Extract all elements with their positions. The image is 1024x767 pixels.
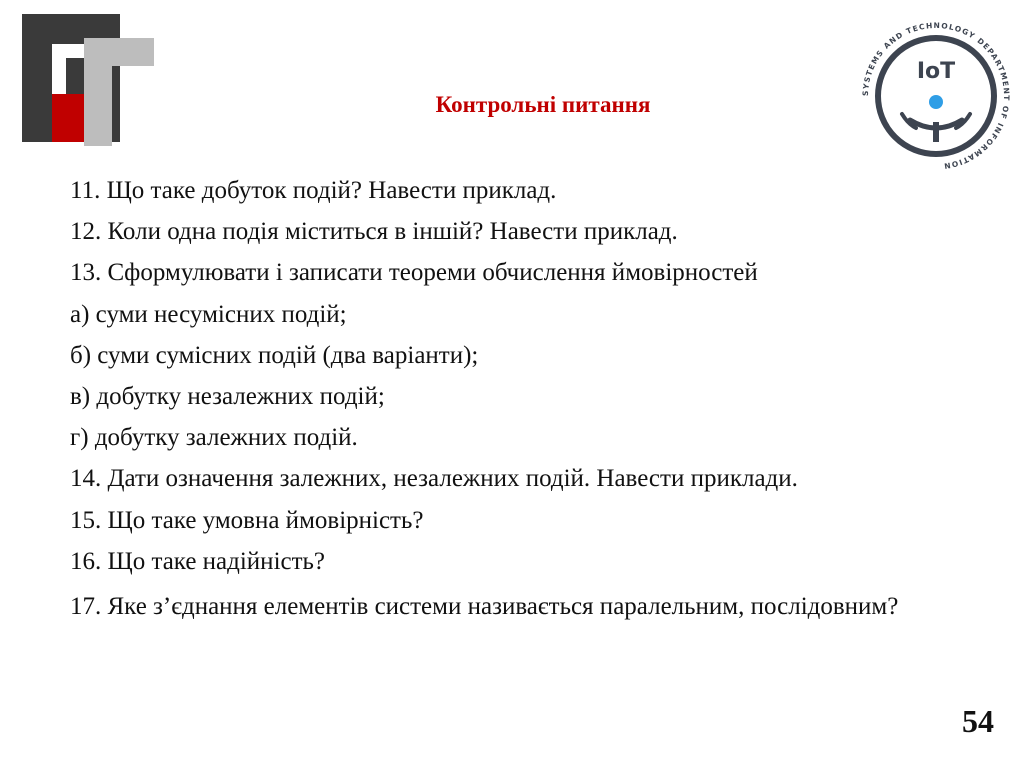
question-item: 14. Дати означення залежних, незалежних подій. Навести приклади. [70, 465, 798, 493]
question-item: 12. Коли одна подія міститься в іншій? Навести приклад. [70, 218, 678, 246]
iot-ring-text: SYSTEMS AND TECHNOLOGY DEPARTMENT OF INFORMATION [860, 20, 1012, 171]
iot-text: IoT [916, 59, 956, 84]
question-subitem: б) суми сумісних подій (два варіанти); [70, 341, 479, 369]
questions-list [18, 170, 996, 623]
question-subitem: а) суми несумісних подій; [70, 300, 347, 328]
question-item: 16. Що таке надійність? [70, 547, 326, 575]
question-item: 11. Що таке добуток подій? Навести приклад. [70, 177, 557, 204]
question-item: 17. Яке з’єднання елементів системи називається паралельним, послідовним? [70, 593, 899, 621]
ft-logo [22, 14, 154, 146]
question-subitem: г) добутку залежних подій. [70, 424, 358, 452]
page-number: 54 [962, 703, 994, 739]
question-item: 13. Сформулювати і записати теореми обчислення ймовірностей [70, 259, 758, 287]
question-item: 15. Що таке умовна ймовірність? [70, 506, 424, 534]
question-subitem: в) добутку незалежних подій; [70, 383, 385, 411]
slide-title: Контрольні питання [435, 92, 651, 117]
